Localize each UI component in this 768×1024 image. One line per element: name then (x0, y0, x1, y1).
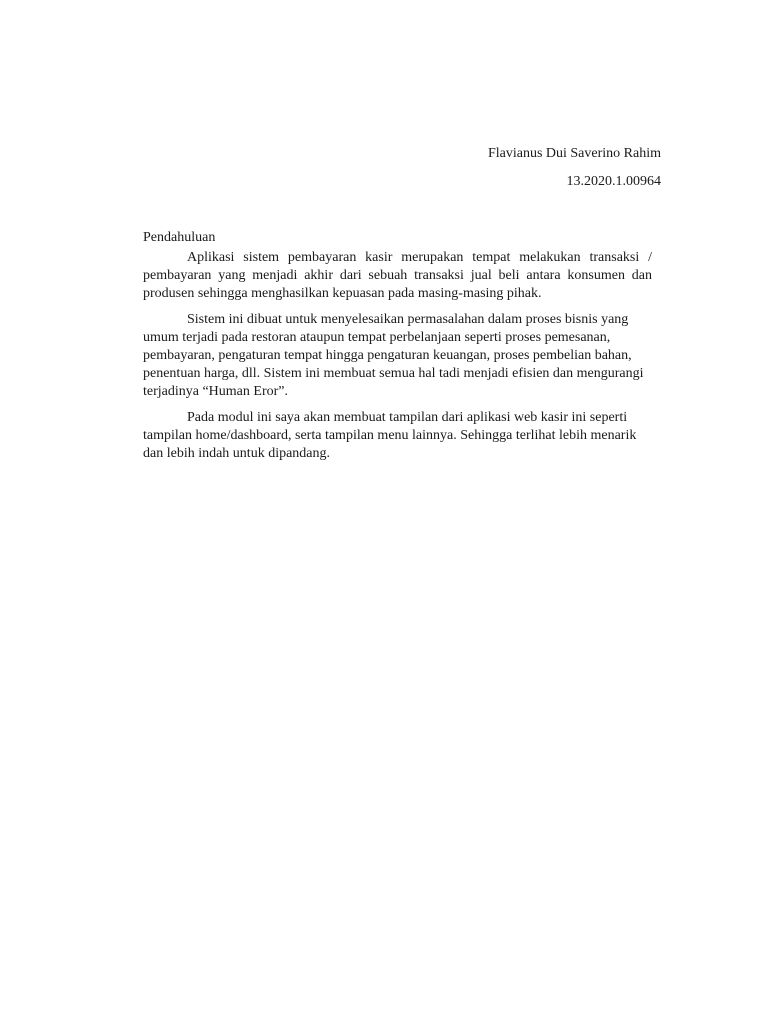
author-header (143, 145, 661, 191)
paragraph-1: Aplikasi sistem pembayaran kasir merupakan tempat melakukan transaksi / pembayaran yang menjadi akhir dari sebuah transaksi jual beli antara konsumen dan produsen sehingga menghasilkan kepuasan pada masing-masing pihak. (143, 250, 652, 301)
section-title: Pendahuluan (143, 230, 216, 245)
paragraph-3: Pada modul ini saya akan membuat tampilan dari aplikasi web kasir ini seperti tampilan home/dashboard, serta tampilan menu lainnya. Sehingga terlihat lebih menarik dan lebih indah untuk dipandang. (143, 410, 637, 461)
author-name: Flavianus Dui Saverino Rahim (487, 146, 661, 161)
student-id: 13.2020.1.00964 (566, 174, 661, 189)
introduction-section (143, 229, 652, 471)
paragraph-2: Sistem ini dibuat untuk menyelesaikan permasalahan dalam proses bisnis yang umum terjadi pada restoran ataupun tempat perbelanjaan seperti proses pemesanan, pembayaran, pengaturan tempat hingga pengaturan keuangan, proses pembelian bahan, penentuan harga, dll. Sistem ini membuat semua hal tadi menjadi efisien dan mengurangi terjadinya “Human Eror”. (143, 312, 644, 399)
